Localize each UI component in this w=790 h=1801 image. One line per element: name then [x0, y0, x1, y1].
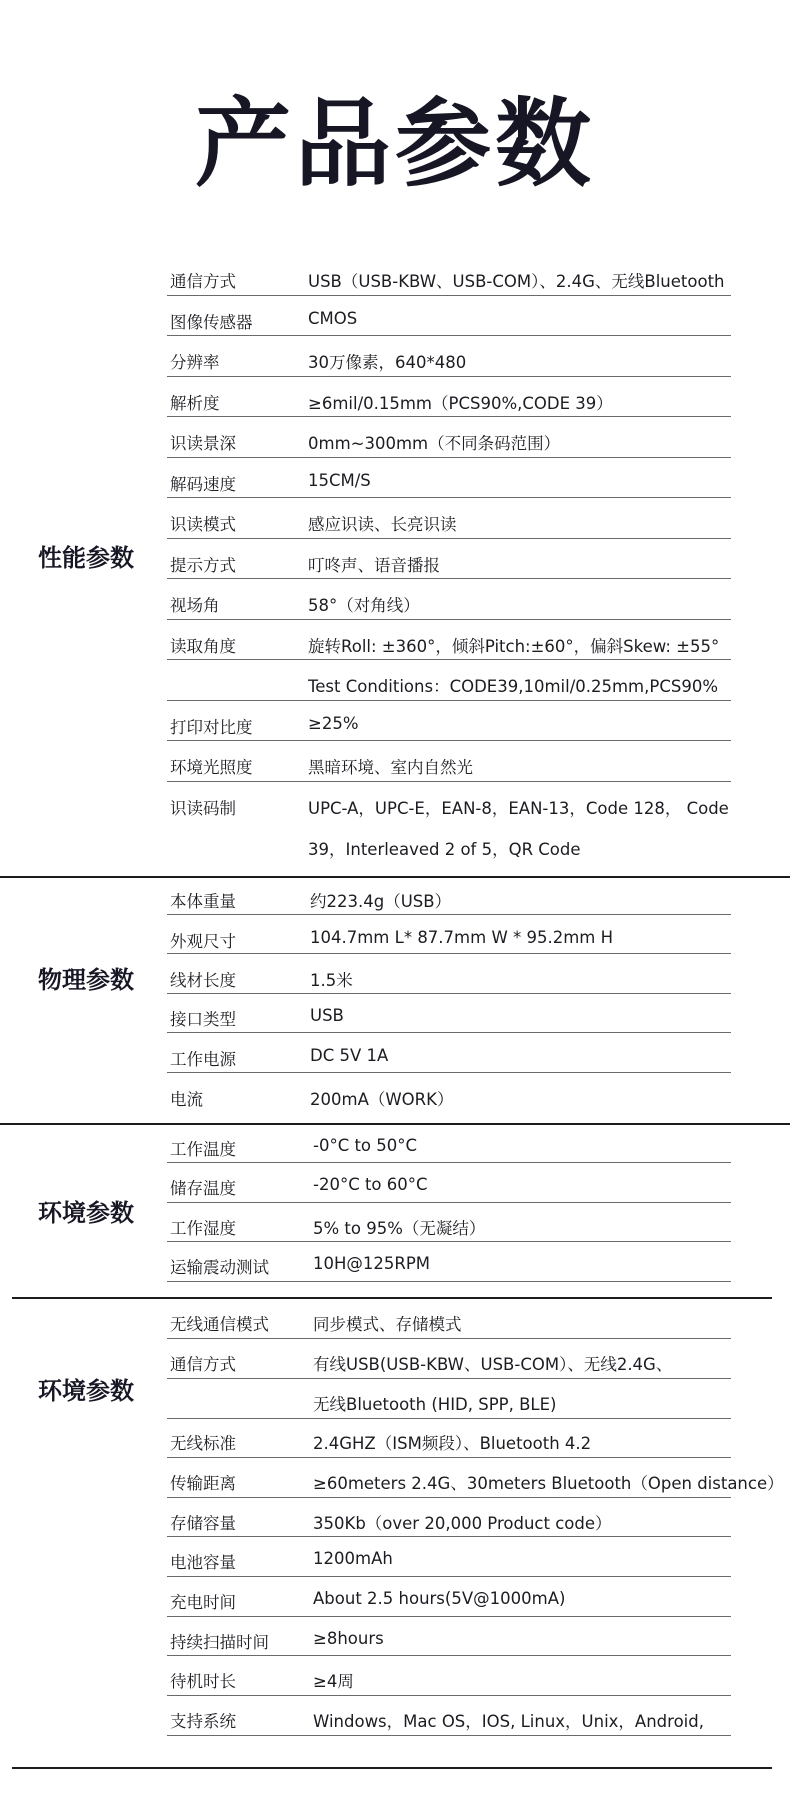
spec-key: 持续扫描时间	[170, 1633, 269, 1652]
row-separator	[167, 619, 731, 620]
spec-key: 运输震动测试	[170, 1258, 269, 1277]
spec-value: USB（USB-KBW、USB-COM）、2.4G、无线Bluetooth	[308, 272, 725, 291]
spec-key: 电流	[170, 1090, 203, 1109]
spec-key: 解析度	[170, 394, 220, 413]
spec-value: DC 5V 1A	[310, 1046, 389, 1065]
spec-key: 支持系统	[170, 1712, 236, 1731]
spec-key: 解码速度	[170, 475, 236, 494]
spec-key: 识读码制	[170, 799, 236, 818]
row-separator	[167, 740, 731, 741]
spec-value: 感应识读、长亮识读	[308, 515, 457, 534]
spec-value: -20°C to 60°C	[313, 1175, 428, 1194]
row-separator	[167, 1281, 731, 1282]
spec-value: ≥60meters 2.4G、30meters Bluetooth（Open distance）	[313, 1474, 784, 1493]
spec-value: 同步模式、存储模式	[313, 1315, 462, 1334]
row-separator	[167, 914, 731, 915]
spec-key: 图像传感器	[170, 313, 253, 332]
row-separator	[167, 781, 731, 782]
row-separator	[167, 659, 731, 660]
spec-value: 0mm~300mm（不同条码范围）	[308, 434, 561, 453]
spec-value: 10H@125RPM	[313, 1254, 431, 1273]
row-separator	[167, 416, 731, 417]
spec-value: ≥4周	[313, 1672, 354, 1691]
spec-value: 约223.4g（USB）	[310, 892, 452, 911]
row-separator	[167, 1536, 731, 1537]
spec-value: ≥25%	[308, 714, 359, 733]
row-separator	[167, 1202, 731, 1203]
row-separator	[167, 1616, 731, 1617]
row-separator	[167, 1162, 731, 1163]
row-separator	[167, 497, 731, 498]
spec-value: 无线Bluetooth (HID, SPP, BLE)	[313, 1395, 557, 1414]
row-separator	[167, 1655, 731, 1656]
spec-value: 58°（对角线）	[308, 596, 420, 615]
spec-key: 传输距离	[170, 1474, 236, 1493]
section-divider	[0, 1123, 790, 1125]
spec-value: 15CM/S	[308, 471, 371, 490]
spec-value: 200mA（WORK）	[310, 1090, 454, 1109]
spec-key: 线材长度	[170, 971, 236, 990]
spec-value: ≥6mil/0.15mm（PCS90%,CODE 39）	[308, 394, 613, 413]
row-separator	[167, 1497, 731, 1498]
page-title: 产品参数	[195, 88, 595, 200]
row-separator	[167, 1457, 731, 1458]
section-divider	[12, 1767, 772, 1769]
row-separator	[167, 1695, 731, 1696]
spec-key: 识读景深	[170, 434, 236, 453]
spec-key: 打印对比度	[170, 718, 253, 737]
spec-value: 30万像素，640*480	[308, 353, 467, 372]
row-separator	[167, 295, 731, 296]
spec-key: 电池容量	[170, 1553, 236, 1572]
spec-key: 接口类型	[170, 1010, 236, 1029]
row-separator	[167, 538, 731, 539]
row-separator	[167, 1735, 731, 1736]
row-separator	[167, 1032, 731, 1033]
spec-key: 存储容量	[170, 1514, 236, 1533]
spec-key: 工作电源	[170, 1050, 236, 1069]
spec-key: 工作温度	[170, 1140, 236, 1159]
spec-value: 叮咚声、语音播报	[308, 556, 440, 575]
row-separator	[167, 1338, 731, 1339]
spec-key: 通信方式	[170, 1355, 236, 1374]
spec-key: 分辨率	[170, 353, 220, 372]
spec-value: 350Kb（over 20,000 Product code）	[313, 1514, 612, 1533]
spec-value: 黑暗环境、室内自然光	[308, 758, 473, 777]
row-separator	[167, 335, 731, 336]
row-separator	[167, 1378, 731, 1379]
spec-key: 本体重量	[170, 892, 236, 911]
section-label: 环境参数	[38, 1377, 134, 1405]
spec-value: 39，Interleaved 2 of 5，QR Code	[308, 840, 581, 859]
spec-value: 旋转Roll: ±360°，倾斜Pitch:±60°，偏斜Skew: ±55°	[308, 637, 720, 656]
section-divider	[0, 876, 790, 878]
row-separator	[167, 1418, 731, 1419]
row-separator	[167, 953, 731, 954]
section-divider	[12, 1297, 772, 1299]
spec-key: 无线标准	[170, 1434, 236, 1453]
spec-key: 外观尺寸	[170, 932, 236, 951]
spec-key: 充电时间	[170, 1593, 236, 1612]
spec-value: 1.5米	[310, 971, 353, 990]
spec-key: 环境光照度	[170, 758, 253, 777]
section-label: 环境参数	[38, 1199, 134, 1227]
spec-key: 工作湿度	[170, 1219, 236, 1238]
row-separator	[167, 993, 731, 994]
spec-value: 104.7mm L* 87.7mm W * 95.2mm H	[310, 928, 614, 947]
row-separator	[167, 578, 731, 579]
spec-value: 1200mAh	[313, 1549, 393, 1568]
spec-key: 储存温度	[170, 1179, 236, 1198]
spec-value: USB	[310, 1006, 344, 1025]
row-separator	[167, 376, 731, 377]
spec-value: Windows，Mac OS，IOS, Linux，Unix，Android,	[313, 1712, 704, 1731]
spec-value: 5% to 95%（无凝结）	[313, 1219, 486, 1238]
spec-value: Test Conditions：CODE39,10mil/0.25mm,PCS90%	[308, 677, 718, 696]
spec-value: -0°C to 50°C	[313, 1136, 418, 1155]
row-separator	[167, 700, 731, 701]
row-separator	[167, 1576, 731, 1577]
spec-key: 通信方式	[170, 272, 236, 291]
spec-key: 读取角度	[170, 637, 236, 656]
spec-value: About 2.5 hours(5V@1000mA)	[313, 1589, 566, 1608]
section-label: 性能参数	[38, 544, 134, 572]
section-label: 物理参数	[38, 966, 134, 994]
spec-value: 有线USB(USB-KBW、USB-COM）、无线2.4G、	[313, 1355, 673, 1374]
row-separator	[167, 1241, 731, 1242]
spec-key: 无线通信模式	[170, 1315, 269, 1334]
spec-value: CMOS	[308, 309, 358, 328]
row-separator	[167, 1072, 731, 1073]
spec-value: 2.4GHZ（ISM频段）、Bluetooth 4.2	[313, 1434, 592, 1453]
spec-key: 待机时长	[170, 1672, 236, 1691]
spec-key: 视场角	[170, 596, 220, 615]
spec-value: ≥8hours	[313, 1629, 384, 1648]
spec-key: 识读模式	[170, 515, 236, 534]
spec-key: 提示方式	[170, 556, 236, 575]
row-separator	[167, 457, 731, 458]
spec-value: UPC-A，UPC-E，EAN-8，EAN-13，Code 128， Code	[308, 799, 729, 818]
